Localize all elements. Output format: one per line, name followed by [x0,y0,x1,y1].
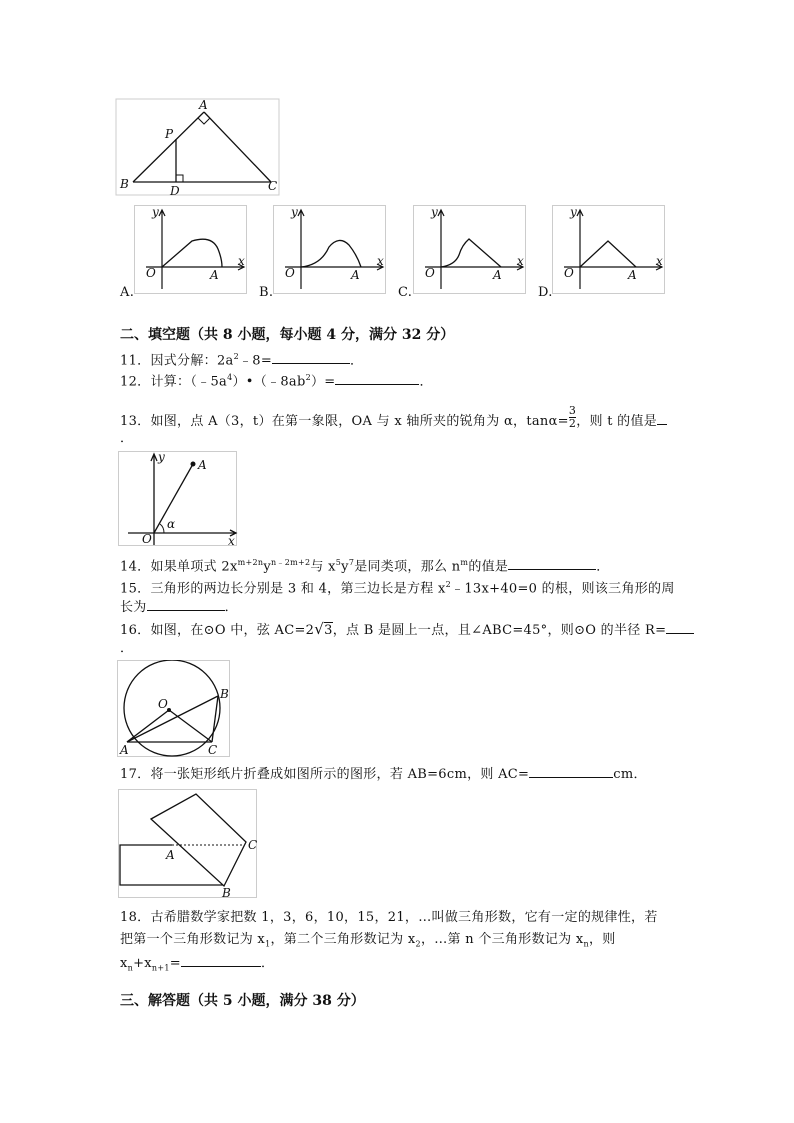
q14-end: ． [596,559,610,575]
q13-figure [118,451,240,549]
q15-text-b: ﹣13x+40=0 的根，则该三角形的周 [451,581,675,597]
label-p: P [165,127,174,141]
q16-after: ，点 B 是圆上一点，且∠ABC=45°，则⊙O 的半径 R= [332,623,667,638]
q17-unit: cm． [613,767,647,782]
o-label: O [285,266,295,280]
option-a-letter: A. [120,285,135,300]
a-label: A [166,848,175,862]
q14-e3: 5 [335,558,342,567]
o-label: O [425,266,435,280]
option-c-graph [413,205,533,297]
fraction-denominator: 2 [568,417,577,430]
angle-arc [160,524,164,533]
c-label: C [208,743,218,757]
fraction-numerator: 3 [568,404,577,417]
right-angle-mark-d [176,175,183,182]
section-title-solutions: 三、解答题（共 5 小题，满分 38 分） [120,993,365,1009]
a-label: A [628,268,637,282]
answer-blank[interactable] [335,370,419,385]
q17-figure [118,789,260,901]
question-18-line3 [120,952,274,979]
question-18: 18．古希腊数学家把数 1，3，6，10，15，21，…叫做三角形数，它有一定的规律性，若 [120,910,658,925]
figure-frame [116,99,279,195]
q13-after: ，则 t 的值是 [576,414,658,429]
q12-exp1: 4 [227,373,233,382]
q15-line2: 长为 [120,600,147,615]
q11-exp: 2 [233,352,239,361]
y-label: y [570,205,577,219]
question-17 [120,763,647,785]
figure-frame [119,790,257,898]
q15-end: ． [224,600,238,615]
q18-c: ，…第 n 个三角形数记为 x [420,932,584,947]
answer-blank[interactable] [508,555,596,570]
answer-blank[interactable] [272,349,350,364]
option-d-letter: D. [538,285,553,300]
answer-blank[interactable] [529,763,613,778]
label-b: B [120,177,129,191]
q14-text: 14．如果单项式 2x [120,559,238,575]
chord-ab [127,696,218,742]
q14-e1: m+2n [237,558,264,567]
option-d-graph [552,205,672,297]
option-b-graph [273,205,393,297]
q18-plus: +x [133,956,152,971]
q14-p5: 是同类项，那么 n [354,559,461,575]
answer-blank[interactable] [181,952,261,967]
q18-eq: = [169,956,181,971]
curve [580,241,636,267]
a-label: A [210,268,219,282]
question-13 [120,404,667,434]
q18-s3: n [583,939,589,949]
q14-p2: y [263,559,271,575]
c-label: C [248,838,258,852]
alpha-label: α [167,517,176,531]
q18-x: x [120,956,128,971]
radius-oc [169,710,212,742]
q15-exp: 2 [445,580,452,589]
b-label: B [222,886,231,900]
q16-root: 3 [324,623,333,638]
q16-line2: ． [120,641,134,656]
q13-text: 13．如图，点 A（3，t）在第一象限，OA 与 x 轴所夹的锐角为 α，tanα= [120,414,569,429]
y-label: y [152,205,159,219]
chord-bc [212,696,218,742]
q12-mid: ）•（﹣8ab [232,374,306,390]
folded-rectangle [151,794,246,886]
q18-s1: 1 [265,939,271,949]
q11-end: ． [350,353,364,369]
q18-b: ，第二个三角形数记为 x [270,932,416,947]
side-ac [204,112,271,182]
radius-oa [127,710,169,742]
q18-s2: 2 [415,939,421,949]
o-label: O [142,532,152,546]
x-label: x [377,254,384,268]
y-label: y [431,205,438,219]
question-14 [120,553,610,577]
label-c: C [268,179,278,193]
q11-text: 11．因式分解：2a [120,353,234,369]
o-label: O [564,266,574,280]
fraction-3-2 [569,405,576,430]
q12-exp2: 2 [305,373,311,382]
q14-e4: 7 [348,558,355,567]
a-label: A [198,458,207,472]
q18-d: ，则 [589,932,616,947]
x-label: x [656,254,663,268]
side-ba [133,112,204,182]
curve [441,239,501,267]
o-label: O [146,266,156,280]
q14-p6: 的值是 [468,559,509,575]
q17-text: 17．将一张矩形纸片折叠成如图所示的图形，若 AB=6cm，则 AC= [120,767,530,782]
option-c-letter: C. [398,285,413,300]
q18-end: ． [260,956,275,971]
q14-p3: 与 x [310,559,336,575]
q15-text: 15．三角形的两边长分别是 3 和 4，第三边长是方程 x [120,581,446,597]
option-b-letter: B. [259,285,274,300]
curve [162,239,222,267]
label-d: D [170,184,180,198]
q18-sub-n1: n+1 [151,963,170,973]
question-15-line2 [120,596,238,618]
q14-e5: m [460,558,469,567]
sqrt-icon: √ [314,620,325,638]
answer-blank[interactable] [657,410,667,425]
point-a [191,462,196,467]
q12-end: ． [419,374,433,390]
q13-line2: ． [120,431,134,446]
answer-blank[interactable] [666,619,694,634]
option-a-graph [134,205,254,297]
b-label: B [220,687,229,701]
answer-blank[interactable] [147,596,225,611]
a-label: A [120,743,129,757]
q12-text: 12．计算：（﹣5a [120,374,228,390]
question-16 [120,619,694,641]
right-angle-mark-a [198,118,210,124]
section-title-fill-blank: 二、填空题（共 8 小题，每小题 4 分，满分 32 分） [120,327,455,343]
y-label: y [291,205,298,219]
q16-text: 16．如图，在⊙O 中，弦 AC=2 [120,623,315,638]
x-label: x [228,534,235,548]
y-label: y [158,451,165,464]
curve [301,240,361,267]
q14-p4: y [341,559,349,575]
triangle-figure [115,98,283,198]
q12-suffix: ）= [310,374,336,390]
a-label: A [493,268,502,282]
question-12 [120,368,433,392]
q14-e2: n﹣2m+2 [270,558,311,567]
figure-frame [119,452,237,546]
q16-figure [117,660,233,760]
o-label: O [158,697,168,711]
x-label: x [517,254,524,268]
label-a: A [199,98,208,112]
x-label: x [238,254,245,268]
question-18-line2 [120,930,616,955]
q18-sub-n: n [127,963,134,973]
a-label: A [351,268,360,282]
q11-suffix: ﹣8= [238,353,273,369]
q18-a: 把第一个三角形数记为 x [120,932,266,947]
